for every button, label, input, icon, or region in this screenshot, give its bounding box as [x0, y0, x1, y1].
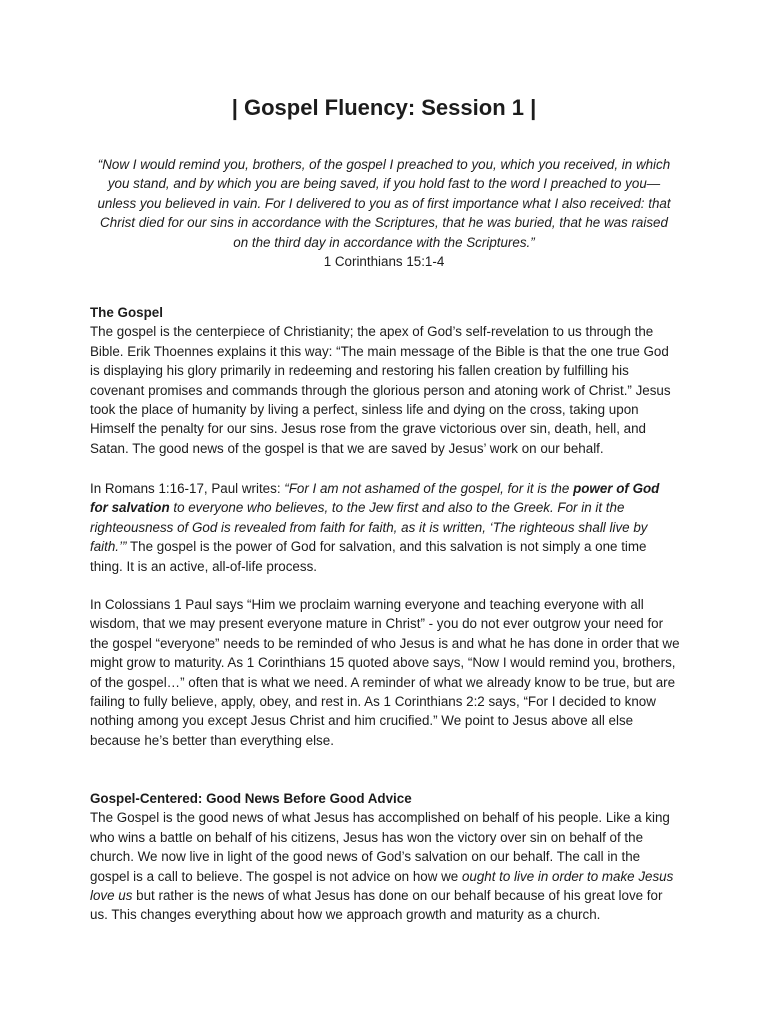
section-gospel-centered [90, 789, 680, 925]
paragraph-text: The Gospel is the good news of what Jesus has accomplished on behalf of his people. Like a king who wins a battle on behalf of his citizens, Jesus has won the victory over sin on behalf of the church. We now live in light of the good news of God’s salvation on our behalf. The call in the gospel is a call to believe. The gospel is not advice on how we [90, 810, 670, 884]
page-title: | Gospel Fluency: Session 1 | [231, 95, 537, 120]
paragraph-intro: In Romans 1:16-17, Paul writes: [90, 481, 285, 496]
scripture-emphasis: power of God for salvation [90, 481, 660, 516]
paragraph-text: but rather is the news of what Jesus has done on our behalf because of his great love for us. This changes everything about how we approach growth and maturity as a church. [90, 888, 663, 923]
paragraph-emphasis: ought to live in order to make Jesus love us [90, 868, 674, 904]
scripture-quote: to everyone who believes, to the Jew first and also to the Greek. For in it the righteousness of God is revealed from faith for faith, as it is written, ‘The righteous shall live by faith.’” [90, 500, 648, 555]
epigraph-quote [92, 155, 676, 271]
epigraph-reference: 1 Corinthians 15:1-4 [323, 254, 445, 270]
paragraph-text: The gospel is the power of God for salvation, and this salvation is not simply a one time thing. It is an active, all-of-life process. [90, 539, 647, 574]
epigraph-text: “Now I would remind you, brothers, of the gospel I preached to you, which you received, in which you stand, and by which you are being saved, if you hold fast to the word I preached to you—unless you believed in vain. For I delivered to you as of first importance what I also received: that Christ died for our sins in accordance with the Scriptures, that he was buried, that he was raised on the third day in accordance with the Scriptures.” [97, 157, 671, 250]
scripture-quote: “For I am not ashamed of the gospel, for it is the [284, 481, 574, 496]
paragraph-romans [90, 479, 680, 576]
paragraph: The gospel is the centerpiece of Christianity; the apex of God’s self-revelation to us through the Bible. Erik Thoennes explains it this way: “The main message of the Bible is that the one true God is displaying his glory primarily in redeeming and restoring his fallen creation by fulfilling his covenant promises and commands through the glorious person and atoning work of Christ.” Jesus took the place of humanity by living a perfect, sinless life and dying on the cross, taking upon Himself the penalty for our sins. Jesus rose from the grave victorious over sin, death, hell, and Satan. The good news of the gospel is that we are saved by Jesus’ work on our behalf. [90, 324, 671, 456]
section-heading: Gospel-Centered: Good News Before Good Advice [90, 791, 412, 806]
paragraph-colossians [90, 595, 680, 750]
section-the-gospel [90, 303, 680, 458]
section-heading: The Gospel [90, 305, 163, 320]
paragraph: In Colossians 1 Paul says “Him we proclaim warning everyone and teaching everyone with all wisdom, that we may present everyone mature in Christ” - you do not ever outgrow your need for the gospel “everyone” needs to be reminded of who Jesus is and what he has done in order that we might grow to maturity. As 1 Corinthians 15 quoted above says, “Now I would remind you, brothers, of the gospel…” often that is what we need. A reminder of what we already know to be true, but are failing to fully believe, apply, obey, and rest in. As 1 Corinthians 2:2 says, “For I decided to know nothing among you except Jesus Christ and him crucified.” We point to Jesus above all else because he’s better than everything else. [90, 597, 680, 748]
